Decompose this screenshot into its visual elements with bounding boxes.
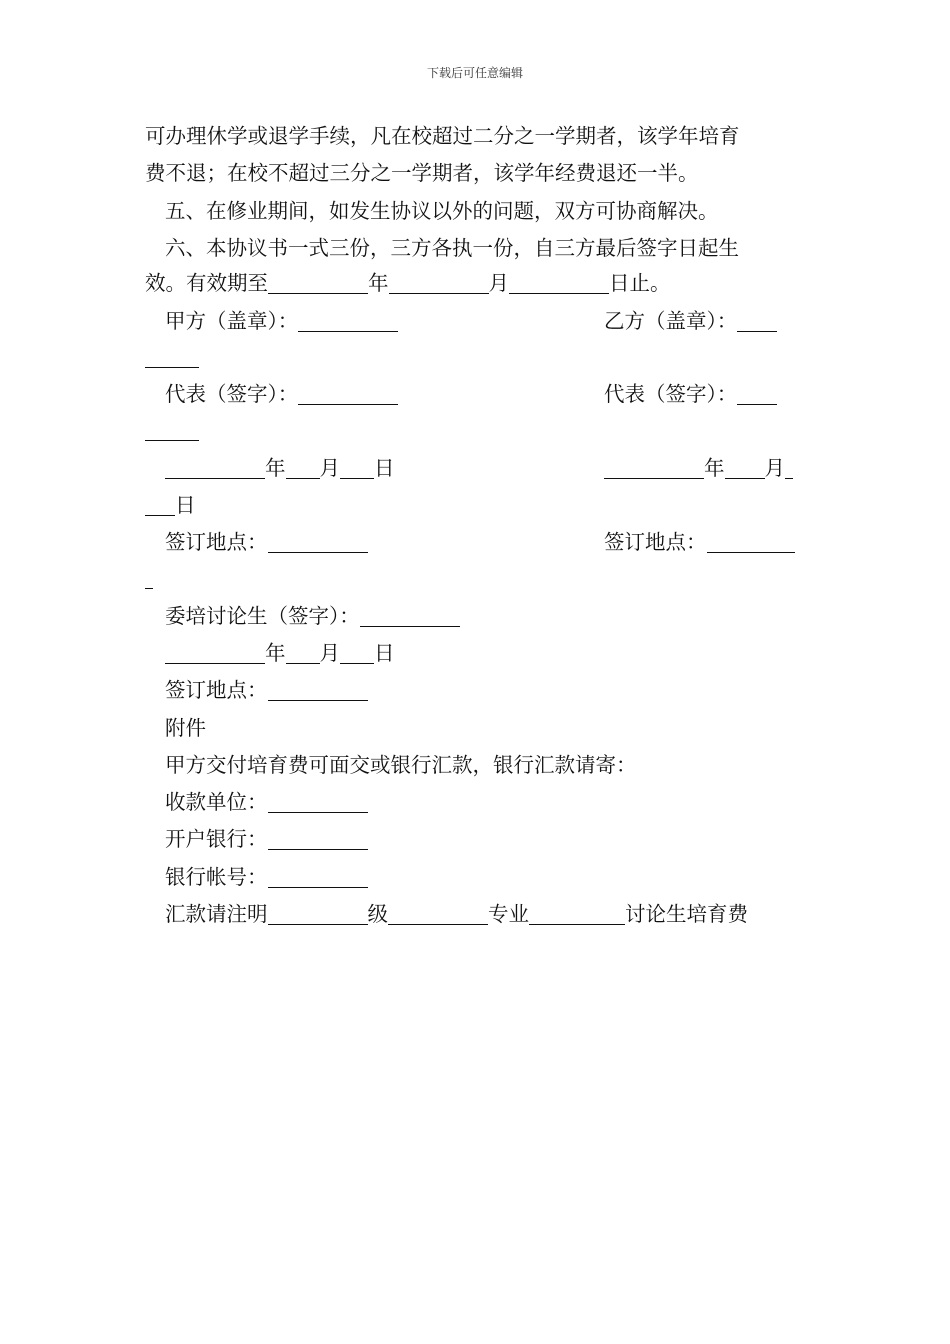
year-label: 年 — [265, 641, 286, 665]
party-b-seal-line — [604, 306, 777, 336]
year-blank[interactable] — [165, 641, 265, 664]
month-blank[interactable] — [389, 271, 489, 294]
grade-blank[interactable] — [268, 902, 368, 925]
party-b-rep-blank-cont — [145, 415, 199, 445]
month-blank[interactable] — [725, 456, 765, 479]
payee-blank[interactable] — [268, 790, 368, 813]
remittance-note-line — [165, 899, 748, 929]
month-blank[interactable] — [286, 641, 320, 664]
party-b-rep-line — [604, 379, 777, 409]
year-blank[interactable] — [604, 456, 704, 479]
clause-six-line2 — [145, 268, 671, 298]
appendix-intro: 甲方交付培育费可面交或银行汇款，银行汇款请寄： — [165, 753, 637, 777]
bank-blank[interactable] — [268, 827, 368, 850]
clause-five: 五、在修业期间，如发生协议以外的问题，双方可协商解决。 — [165, 199, 719, 223]
payee-label: 收款单位： — [165, 790, 268, 814]
party-b-place-line — [604, 527, 795, 557]
appendix-title: 附件 — [165, 716, 206, 740]
grade-label: 级 — [367, 902, 388, 926]
sign-place-label: 签订地点： — [165, 530, 268, 554]
party-a-seal-label: 甲方（盖章）： — [165, 309, 299, 333]
student-name-blank[interactable] — [529, 902, 625, 925]
party-b-seal-label: 乙方（盖章）： — [604, 309, 738, 333]
month-label: 月 — [488, 271, 509, 295]
student-sign-line — [165, 601, 460, 631]
note-prefix-label: 汇款请注明 — [165, 902, 268, 926]
student-sign-blank[interactable] — [360, 604, 460, 627]
account-label: 银行帐号： — [165, 865, 268, 889]
day-end-label: 日止。 — [609, 271, 671, 295]
payee-line — [165, 787, 368, 817]
day-label: 日 — [374, 456, 395, 480]
day-blank[interactable] — [785, 456, 793, 479]
party-b-date-line — [604, 453, 793, 483]
party-a-rep-blank[interactable] — [298, 382, 398, 405]
year-label: 年 — [704, 456, 725, 480]
paragraph-line: 费不退；在校不超过三分之一学期者，该学年经费退还一半。 — [145, 161, 699, 185]
month-blank[interactable] — [286, 456, 320, 479]
day-label: 日 — [374, 641, 395, 665]
major-blank[interactable] — [388, 902, 488, 925]
paragraph-line: 可办理休学或退学手续，凡在校超过二分之一学期者，该学年培育 — [145, 124, 740, 148]
day-blank-cont[interactable] — [145, 493, 175, 516]
validity-label: 效。有效期至 — [145, 271, 268, 295]
party-a-seal-blank[interactable] — [298, 309, 398, 332]
party-b-seal-blank[interactable] — [737, 309, 777, 332]
sign-place-label: 签订地点： — [165, 678, 268, 702]
party-a-place-line — [165, 527, 368, 557]
blank-continuation[interactable] — [145, 566, 153, 589]
sign-place-blank[interactable] — [268, 530, 368, 553]
month-label: 月 — [764, 456, 785, 480]
party-a-seal-line — [165, 306, 398, 336]
major-label: 专业 — [488, 902, 529, 926]
student-sign-label: 委培讨论生（签字）： — [165, 604, 360, 628]
party-b-rep-blank[interactable] — [737, 382, 777, 405]
bank-line — [165, 824, 368, 854]
party-b-place-cont — [145, 563, 153, 593]
student-place-line — [165, 675, 368, 705]
day-blank[interactable] — [340, 456, 374, 479]
account-line — [165, 862, 368, 892]
month-label: 月 — [319, 456, 340, 480]
student-date-line — [165, 638, 395, 668]
fee-suffix-label: 讨论生培育费 — [625, 902, 748, 926]
day-blank[interactable] — [509, 271, 609, 294]
party-a-rep-label: 代表（签字）： — [165, 382, 299, 406]
blank-continuation[interactable] — [145, 418, 199, 441]
account-blank[interactable] — [268, 865, 368, 888]
clause-six-line1: 六、本协议书一式三份，三方各执一份，自三方最后签字日起生 — [165, 236, 739, 260]
sign-place-blank[interactable] — [707, 530, 795, 553]
party-a-rep-line — [165, 379, 398, 409]
blank-continuation[interactable] — [145, 345, 199, 368]
day-label: 日 — [175, 493, 196, 517]
sign-place-blank[interactable] — [268, 678, 368, 701]
party-b-seal-blank-cont — [145, 342, 199, 372]
month-label: 月 — [319, 641, 340, 665]
year-label: 年 — [368, 271, 389, 295]
page-header: 下载后可任意编辑 — [426, 66, 523, 80]
bank-label: 开户银行： — [165, 827, 268, 851]
year-label: 年 — [265, 456, 286, 480]
day-blank[interactable] — [340, 641, 374, 664]
sign-place-label: 签订地点： — [604, 530, 707, 554]
year-blank[interactable] — [268, 271, 368, 294]
party-b-rep-label: 代表（签字）： — [604, 382, 738, 406]
party-a-date-line — [165, 453, 395, 483]
year-blank[interactable] — [165, 456, 265, 479]
party-b-day-cont — [145, 490, 196, 520]
